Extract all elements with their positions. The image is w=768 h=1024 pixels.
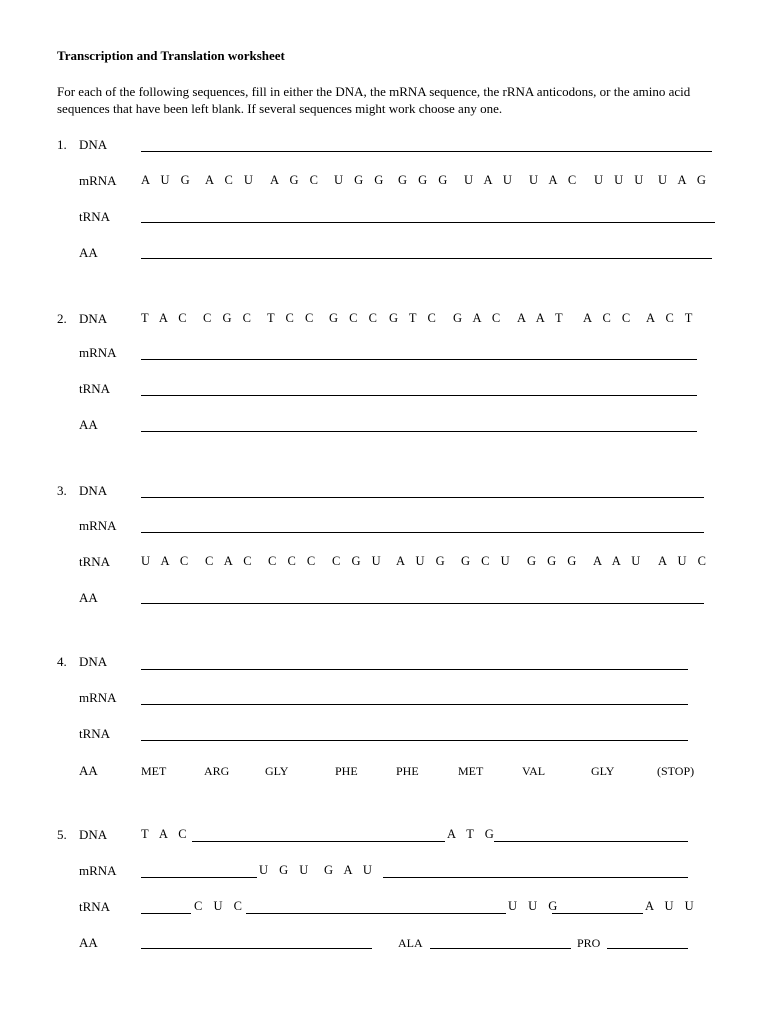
codon: A C C (583, 311, 635, 325)
dna-blank[interactable] (494, 841, 688, 842)
dna-label: DNA (79, 137, 108, 152)
mrna-label: mRNA (79, 518, 117, 533)
codon: A T G (447, 827, 498, 841)
amino-acid: ARG (204, 764, 230, 778)
codon: T A C (141, 311, 191, 325)
codon: G C U (461, 554, 514, 568)
aa-label: AA (79, 763, 98, 778)
codon: C C C (268, 554, 320, 568)
mrna-label: mRNA (79, 863, 117, 878)
dna-label: DNA (79, 827, 108, 842)
codon: U U G (508, 899, 562, 913)
amino-acid: (STOP) (657, 764, 695, 778)
codon: G A C (453, 311, 505, 325)
amino-acid: PHE (396, 764, 419, 778)
dna-label: DNA (79, 311, 108, 326)
problem-number: 3. (57, 483, 67, 498)
codon: U A C (141, 554, 193, 568)
mrna-label: mRNA (79, 173, 117, 188)
trna-blank[interactable] (552, 913, 643, 914)
aa-blank[interactable] (141, 431, 697, 432)
instructions: For each of the following sequences, fill in either the DNA, the mRNA sequence, the rRNA anticodons, or the amino acid sequences that have been left blank. If several sequences might work choose any one. (57, 84, 691, 116)
problem-number: 4. (57, 654, 67, 669)
codon: U G G (334, 173, 388, 187)
trna-label: tRNA (79, 554, 111, 569)
trna-blank[interactable] (246, 913, 506, 914)
amino-acid: PRO (577, 936, 601, 950)
amino-acid: VAL (522, 764, 546, 778)
codon: G T C (389, 311, 440, 325)
amino-acid: GLY (591, 764, 615, 778)
amino-acid: PHE (335, 764, 358, 778)
dna-blank[interactable] (141, 669, 688, 670)
codon: C A C (205, 554, 256, 568)
codon: U U U (594, 173, 648, 187)
trna-label: tRNA (79, 381, 111, 396)
mrna-blank[interactable] (141, 359, 697, 360)
dna-blank[interactable] (192, 841, 445, 842)
aa-blank[interactable] (430, 948, 571, 949)
mrna-blank[interactable] (141, 877, 257, 878)
problem-number: 5. (57, 827, 67, 842)
aa-label: AA (79, 935, 98, 950)
dna-label: DNA (79, 483, 108, 498)
aa-blank[interactable] (607, 948, 688, 949)
trna-label: tRNA (79, 726, 111, 741)
aa-blank[interactable] (141, 258, 712, 259)
codon: A C T (646, 311, 697, 325)
codon: A C U (205, 173, 257, 187)
codon: T C C (267, 311, 318, 325)
mrna-blank[interactable] (383, 877, 688, 878)
codon: A A T (517, 311, 567, 325)
aa-blank[interactable] (141, 603, 704, 604)
codon: C G C (203, 311, 255, 325)
amino-acid: MET (458, 764, 484, 778)
codon: A G C (270, 173, 322, 187)
codon: G G G (527, 554, 581, 568)
amino-acid: MET (141, 764, 167, 778)
codon: A U U (645, 899, 698, 913)
trna-blank[interactable] (141, 913, 191, 914)
codon: U A U (464, 173, 516, 187)
codon: G A U (324, 863, 376, 877)
trna-label: tRNA (79, 209, 111, 224)
aa-label: AA (79, 245, 98, 260)
dna-blank[interactable] (141, 151, 712, 152)
trna-blank[interactable] (141, 222, 715, 223)
aa-label: AA (79, 417, 98, 432)
codon: U A C (529, 173, 581, 187)
dna-blank[interactable] (141, 497, 704, 498)
worksheet-title: Transcription and Translation worksheet (57, 48, 285, 63)
mrna-blank[interactable] (141, 532, 704, 533)
codon: A U G (141, 173, 194, 187)
codon: U A G (658, 173, 710, 187)
codon: A U G (396, 554, 449, 568)
codon: C G U (332, 554, 385, 568)
problem-number: 2. (57, 311, 67, 326)
amino-acid: GLY (265, 764, 289, 778)
dna-label: DNA (79, 654, 108, 669)
codon: T A C (141, 827, 191, 841)
problem-number: 1. (57, 137, 67, 152)
mrna-label: mRNA (79, 345, 117, 360)
mrna-label: mRNA (79, 690, 117, 705)
codon: U G U (259, 863, 313, 877)
codon: A U C (658, 554, 710, 568)
trna-blank[interactable] (141, 395, 697, 396)
codon: G C C (329, 311, 381, 325)
trna-label: tRNA (79, 899, 111, 914)
codon: G G G (398, 173, 452, 187)
aa-blank[interactable] (141, 948, 372, 949)
codon: C U C (194, 899, 246, 913)
amino-acid: ALA (398, 936, 423, 950)
aa-label: AA (79, 590, 98, 605)
trna-blank[interactable] (141, 740, 688, 741)
mrna-blank[interactable] (141, 704, 688, 705)
codon: A A U (593, 554, 645, 568)
